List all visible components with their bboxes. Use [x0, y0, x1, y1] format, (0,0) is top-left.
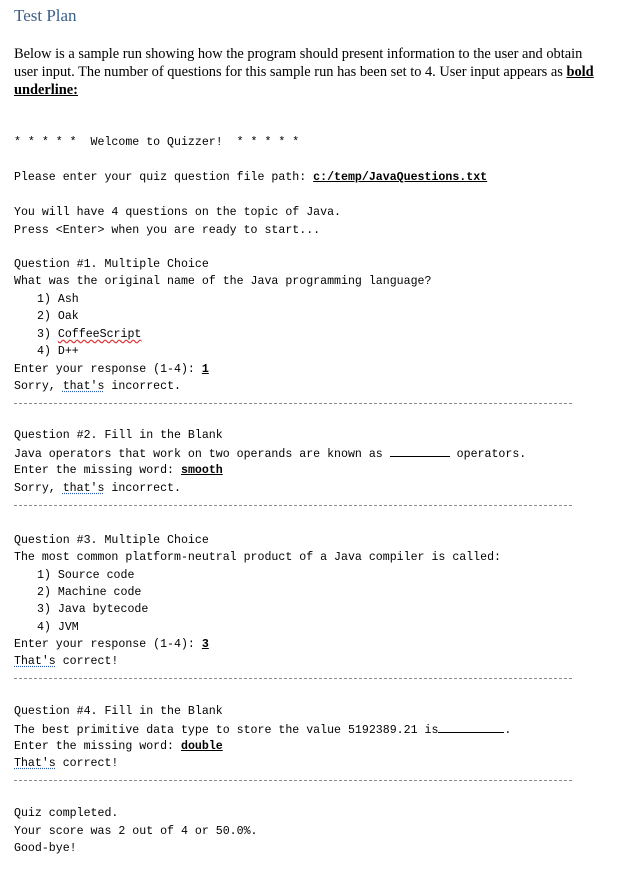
- q1-response-line: [14, 361, 209, 378]
- separator: [14, 505, 572, 506]
- end-line-2: Your score was 2 out of 4 or 50.0%.: [14, 825, 258, 838]
- q4-prompt: Enter the missing word:: [14, 740, 181, 753]
- q1-text: What was the original name of the Java programming language?: [14, 275, 432, 288]
- q2-blank: [390, 444, 450, 457]
- q4-response-line: [14, 738, 223, 755]
- q1-option-3: 3) CoffeeScript: [37, 328, 142, 341]
- q3-answer: 3: [201, 638, 209, 651]
- q2-answer: smooth: [180, 464, 223, 477]
- q4-text: The best primitive data type to store the value 5192389.21 is .: [14, 720, 511, 737]
- section-title: Test Plan: [14, 6, 77, 25]
- welcome-banner: * * * * * Welcome to Quizzer! * * * * *: [14, 136, 300, 149]
- separator: [14, 678, 572, 679]
- q1-result: Sorry, that's incorrect.: [14, 380, 181, 393]
- q1-prompt: Enter your response (1-4):: [14, 363, 202, 376]
- intro-paragraph: [14, 45, 608, 99]
- file-path-line: [14, 169, 487, 186]
- q3-option-4: 4) JVM: [37, 621, 79, 634]
- end-line-3: Good-bye!: [14, 842, 77, 855]
- separator: [14, 403, 572, 404]
- q2-prompt: Enter the missing word:: [14, 464, 181, 477]
- q4-blank: [438, 720, 504, 733]
- q3-response-line: [14, 636, 209, 653]
- q4-answer: double: [180, 740, 223, 753]
- q3-option-2: 2) Machine code: [37, 586, 142, 599]
- q2-header: Question #2. Fill in the Blank: [14, 429, 223, 442]
- separator: [14, 780, 572, 781]
- q1-option-2: 2) Oak: [37, 310, 79, 323]
- q3-text: The most common platform-neutral product of a Java compiler is called:: [14, 551, 502, 564]
- q3-prompt: Enter your response (1-4):: [14, 638, 202, 651]
- q3-option-1: 1) Source code: [37, 569, 135, 582]
- intro-text: Below is a sample run showing how the program should present information to the user and obtain user input. The number of questions for this sample run has been set to 4. User input appears as: [14, 46, 583, 80]
- q3-result: That's correct!: [14, 655, 119, 668]
- q3-header: Question #3. Multiple Choice: [14, 534, 209, 547]
- q4-result: That's correct!: [14, 757, 119, 770]
- file-path-prompt: Please enter your quiz question file path:: [14, 171, 314, 184]
- info-line-2: Press <Enter> when you are ready to start...: [14, 224, 321, 237]
- q1-answer: 1: [201, 363, 209, 376]
- q4-header: Question #4. Fill in the Blank: [14, 705, 223, 718]
- intro-emphasis: bold underline:: [14, 64, 594, 98]
- q3-option-3: 3) Java bytecode: [37, 603, 149, 616]
- end-line-1: Quiz completed.: [14, 807, 119, 820]
- q2-result: Sorry, that's incorrect.: [14, 482, 181, 495]
- q2-response-line: [14, 462, 223, 479]
- info-line-1: You will have 4 questions on the topic of Java.: [14, 206, 341, 219]
- q1-option-3-word: CoffeeScript: [57, 328, 142, 341]
- file-path-input: c:/temp/JavaQuestions.txt: [313, 171, 488, 184]
- q1-option-4: 4) D++: [37, 345, 79, 358]
- q1-header: Question #1. Multiple Choice: [14, 258, 209, 271]
- q2-text: Java operators that work on two operands are known as operators.: [14, 444, 526, 461]
- q1-option-1: 1) Ash: [37, 293, 79, 306]
